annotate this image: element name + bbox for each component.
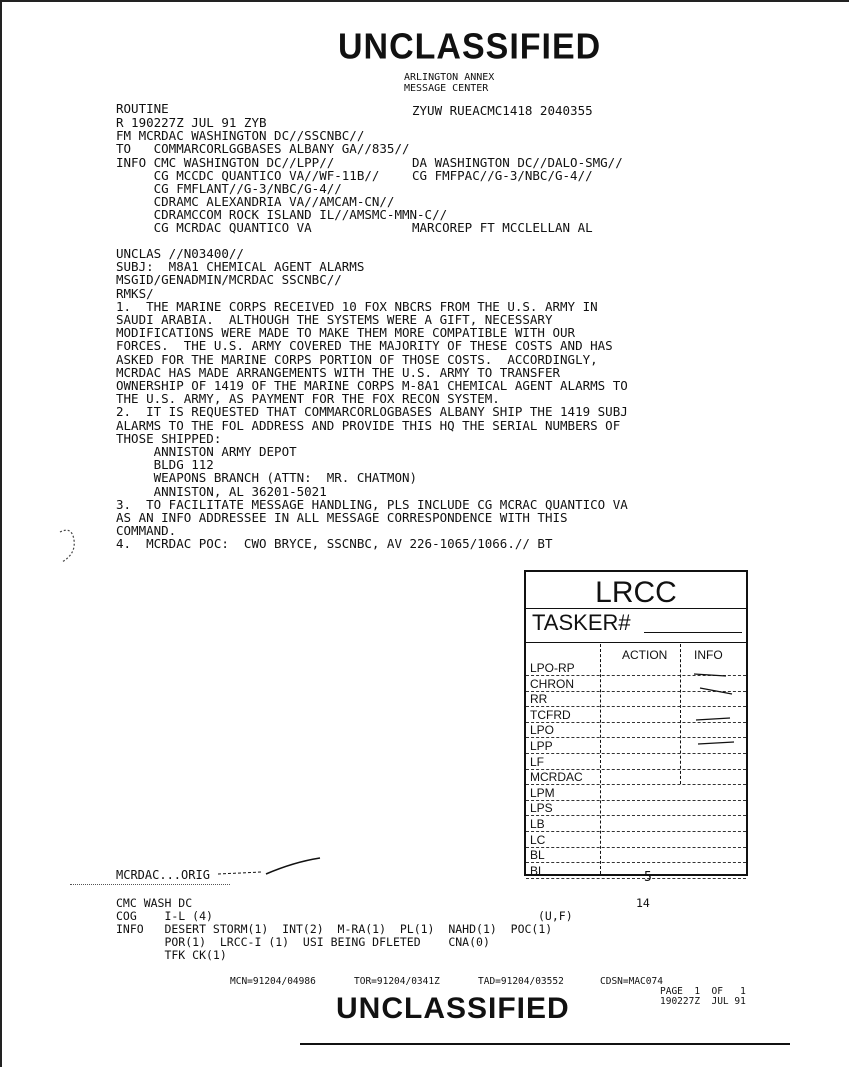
lrcc-rule xyxy=(526,642,746,643)
body-line: COMMAND. xyxy=(116,523,177,539)
routing-office-label: LB xyxy=(530,817,545,831)
annex-line-2: MESSAGE CENTER xyxy=(404,83,489,94)
annex-line-1: ARLINGTON ANNEX xyxy=(404,72,495,83)
column-divider xyxy=(680,644,681,784)
routing-office-label: LF xyxy=(530,754,545,769)
routing-office-label: LC xyxy=(530,832,546,847)
body-line: 4. MCRDAC POC: CWO BRYCE, SSCNBC, AV 226-1065/1066.// BT xyxy=(116,536,553,552)
info-column-header: INFO xyxy=(694,648,723,662)
body-line: BLDG 112 xyxy=(116,457,214,473)
body-line: MSGID/GENADMIN/MCRDAC SSCNBC// xyxy=(116,272,342,288)
body-line: 2. IT IS REQUESTED THAT COMMARCORLOGBASES ALBANY SHIP THE 1419 SUBJ xyxy=(116,404,628,420)
dtg-line: R 190227Z JUL 91 ZYB xyxy=(116,115,267,130)
info-row-left: CDRAMCCOM ROCK ISLAND IL//AMSMC-MMN-C// xyxy=(116,207,448,222)
lrcc-routing-stamp xyxy=(524,570,748,876)
body-line: THOSE SHIPPED: xyxy=(116,430,222,446)
message-body xyxy=(116,247,628,551)
body-line: FORCES. THE U.S. ARMY COVERED THE MAJORITY OF THESE COSTS AND HAS xyxy=(116,338,613,354)
body-line: 1. THE MARINE CORPS RECEIVED 10 FOX NBCRS FROM THE U.S. ARMY IN xyxy=(116,298,598,314)
from-line: FM MCRDAC WASHINGTON DC//SSCNBC// xyxy=(116,128,365,143)
info-row-left: INFO CMC WASHINGTON DC//LPP// xyxy=(116,155,335,170)
separator-dots xyxy=(70,884,230,885)
routing-row-line xyxy=(526,831,746,832)
column-divider xyxy=(600,644,601,874)
distribution-count: 14 xyxy=(636,896,650,910)
routing-row-line xyxy=(526,862,746,863)
routing-office-label: BL xyxy=(530,863,545,878)
body-line: ALARMS TO THE FOL ADDRESS AND PROVIDE THIS HQ THE SERIAL NUMBERS OF xyxy=(116,417,621,433)
info-row-right: MARCOREP FT MCCLELLAN AL xyxy=(412,220,593,235)
classification-bottom: UNCLASSIFIED xyxy=(336,992,570,1025)
orig-dashes xyxy=(216,868,266,880)
routing-row-line xyxy=(526,815,746,816)
info-marks xyxy=(686,668,746,758)
info-row-right: CG FMFPAC//G-3/NBC/G-4// xyxy=(412,168,593,183)
lrcc-title: LRCC xyxy=(595,576,677,609)
routing-office-label: LPO-RP xyxy=(530,661,575,675)
originator: MCRDAC...ORIG xyxy=(116,868,210,882)
lrcc-number: 5 xyxy=(644,870,652,885)
tad: TAD=91204/03552 xyxy=(478,976,564,987)
distribution-info: INFO DESERT STORM(1) INT(2) M-RA(1) PL(1) NAHD(1) POC(1) xyxy=(116,922,553,936)
routing-office-label: LPP xyxy=(530,739,553,753)
body-line: 3. TO FACILITATE MESSAGE HANDLING, PLS INCLUDE CG MCRAC QUANTICO VA xyxy=(116,496,628,512)
tasker-line xyxy=(644,632,742,633)
distribution-addressee: CMC WASH DC xyxy=(116,896,193,910)
routing-office-label: BL xyxy=(530,848,545,863)
body-line: OWNERSHIP OF 1419 OF THE MARINE CORPS M-8A1 CHEMICAL AGENT ALARMS TO xyxy=(116,378,628,394)
routing-row-line xyxy=(526,784,746,785)
tasker-label: TASKER# xyxy=(532,610,631,635)
body-line: ANNISTON, AL 36201-5021 xyxy=(116,483,327,499)
body-line: ANNISTON ARMY DEPOT xyxy=(116,444,297,460)
distribution-tfk: TFK CK(1) xyxy=(116,948,227,962)
routing-row-line xyxy=(526,847,746,848)
routing-office-label: LPS xyxy=(530,801,553,816)
footer-dtg: 190227Z JUL 91 xyxy=(660,996,746,1007)
classification-top: UNCLASSIFIED xyxy=(338,27,602,67)
precedence: ROUTINE xyxy=(116,101,169,116)
routing-office-label: TCFRD xyxy=(530,707,571,722)
routing-office-label: LPO xyxy=(530,723,555,738)
body-line: SUBJ: M8A1 CHEMICAL AGENT ALARMS xyxy=(116,259,365,275)
info-row-right: DA WASHINGTON DC//DALO-SMG// xyxy=(412,155,623,170)
routing-row-line xyxy=(526,878,746,879)
body-line: UNCLAS //N03400// xyxy=(116,246,244,261)
mcn: MCN=91204/04986 xyxy=(230,976,316,987)
body-line: ASKED FOR THE MARINE CORPS PORTION OF THOSE COSTS. ACCORDINGLY, xyxy=(116,351,598,367)
body-line: RMKS/ xyxy=(116,285,154,301)
action-column-header: ACTION xyxy=(622,648,668,662)
body-line: AS AN INFO ADDRESSEE IN ALL MESSAGE CORRESPONDENCE WITH THIS xyxy=(116,510,568,526)
distribution-info-2: POR(1) LRCC-I (1) USI BEING DFLETED CNA(0) xyxy=(116,935,490,949)
cdsn: CDSN=MAC074 xyxy=(600,976,663,987)
info-row-left: CG MCCDC QUANTICO VA//WF-11B// xyxy=(116,168,380,183)
tor: TOR=91204/0341Z xyxy=(354,976,440,987)
to-line: TO COMMARCORLGGBASES ALBANY GA//835// xyxy=(116,141,410,156)
routing-row-line xyxy=(526,800,746,801)
body-line: WEAPONS BRANCH (ATTN: MR. CHATMON) xyxy=(116,470,418,486)
routing-office-label: CHRON xyxy=(530,676,574,691)
info-row-left: CG FMFLANT//G-3/NBC/G-4// xyxy=(116,181,342,196)
routing-office-label: MCRDAC xyxy=(530,770,583,785)
distribution-cog-code: (U,F) xyxy=(538,909,573,923)
hole-punch-mark xyxy=(52,522,82,572)
body-line: MCRDAC HAS MADE ARRANGEMENTS WITH THE U.S. ARMY TO TRANSFER xyxy=(116,364,561,380)
message-center-annex xyxy=(404,72,494,94)
initials-mark xyxy=(264,852,334,882)
body-line: MODIFICATIONS WERE MADE TO MAKE THEM MORE COMPATIBLE WITH OUR xyxy=(116,325,576,341)
lrcc-rule xyxy=(526,608,746,609)
routing-office-label: LPM xyxy=(530,785,555,800)
info-row-left: CDRAMC ALEXANDRIA VA//AMCAM-CN// xyxy=(116,194,395,209)
page-number: PAGE 1 OF 1 xyxy=(660,986,746,997)
bottom-rule xyxy=(300,1043,790,1045)
routing-office-label: RR xyxy=(530,692,548,707)
distribution-cog: COG I-L (4) xyxy=(116,909,213,923)
info-row-left: CG MCRDAC QUANTICO VA xyxy=(116,220,312,235)
routing-id: ZYUW RUEACMC1418 2040355 xyxy=(412,103,593,118)
body-line: SAUDI ARABIA. ALTHOUGH THE SYSTEMS WERE A GIFT, NECESSARY xyxy=(116,312,553,328)
body-line: THE U.S. ARMY, AS PAYMENT FOR THE FOX RECON SYSTEM. xyxy=(116,391,500,407)
